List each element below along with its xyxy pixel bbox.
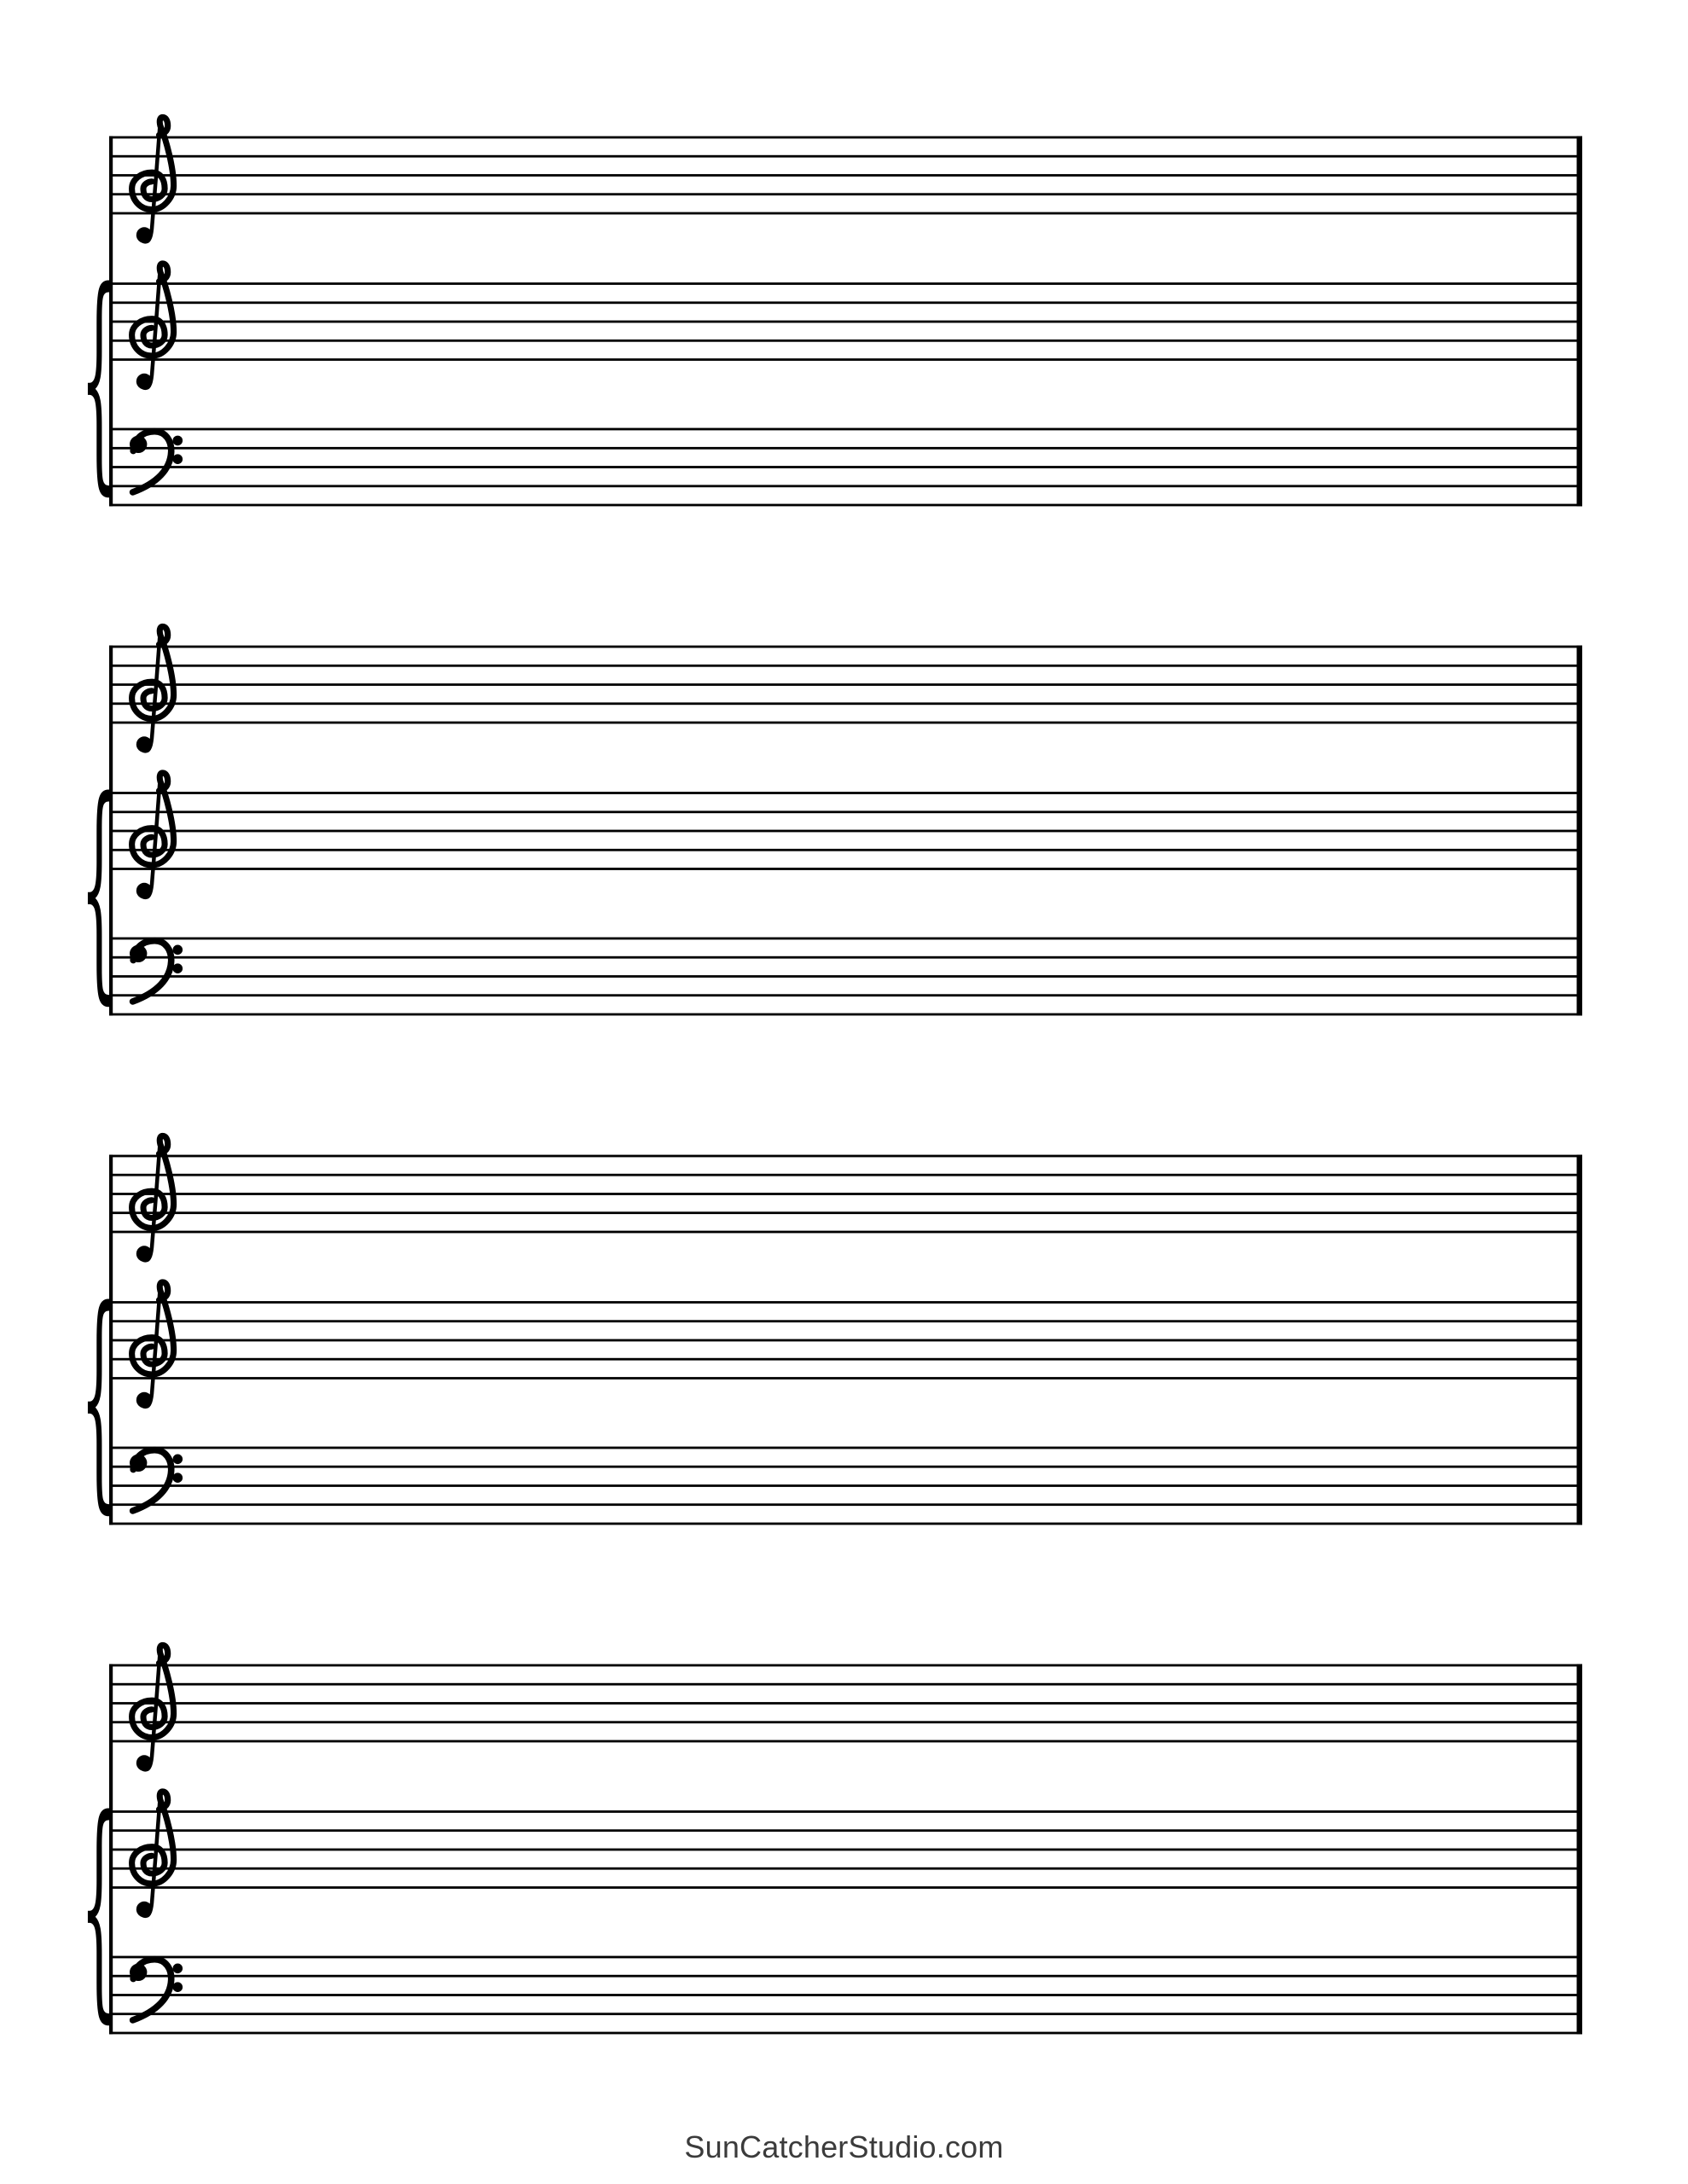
staff-line bbox=[109, 1193, 1582, 1195]
bass-clef-dot bbox=[173, 454, 183, 464]
staff-line bbox=[109, 321, 1582, 323]
staff-line bbox=[109, 722, 1582, 724]
barline-right bbox=[1577, 646, 1583, 1016]
staff-line bbox=[109, 1447, 1582, 1449]
treble-clef-icon bbox=[132, 626, 174, 752]
staff-line bbox=[109, 1301, 1582, 1304]
barline-right bbox=[1577, 1664, 1583, 2035]
staff-line bbox=[109, 340, 1582, 342]
staff-line bbox=[109, 466, 1582, 468]
treble-clef-icon bbox=[132, 1282, 174, 1408]
staff-line bbox=[109, 485, 1582, 487]
barline-right bbox=[1577, 1155, 1583, 1525]
staff-treble bbox=[109, 117, 1582, 243]
treble-clef-icon bbox=[132, 773, 174, 898]
staff-line bbox=[109, 849, 1582, 851]
treble-clef-icon bbox=[132, 1645, 174, 1771]
staff-line bbox=[109, 1014, 1582, 1016]
staff-line bbox=[109, 282, 1582, 285]
staff-treble bbox=[109, 626, 1582, 752]
staff-line bbox=[109, 1956, 1582, 1959]
staff-line bbox=[109, 1320, 1582, 1322]
barline-right bbox=[1577, 136, 1583, 507]
staff-treble bbox=[109, 1645, 1582, 1771]
staff-line bbox=[109, 1810, 1582, 1813]
staff-line bbox=[109, 1339, 1582, 1342]
staff-line bbox=[109, 683, 1582, 686]
staff-line bbox=[109, 702, 1582, 705]
staff-line bbox=[109, 1231, 1582, 1234]
system-3 bbox=[80, 1136, 1582, 1534]
staff-bass bbox=[109, 1956, 1582, 2035]
staff-line bbox=[109, 665, 1582, 667]
staff-line bbox=[109, 792, 1582, 794]
staff-line bbox=[109, 2032, 1582, 2035]
staff-line bbox=[109, 646, 1582, 648]
grand-staff-brace bbox=[80, 751, 117, 1025]
staff-line bbox=[109, 1484, 1582, 1487]
staff-line bbox=[109, 1702, 1582, 1705]
staff-line bbox=[109, 428, 1582, 431]
staff-line bbox=[109, 1849, 1582, 1851]
staff-line bbox=[109, 1155, 1582, 1158]
bass-clef-dot bbox=[173, 945, 183, 956]
staff-line bbox=[109, 994, 1582, 996]
system-1 bbox=[80, 117, 1582, 515]
staff-line bbox=[109, 2013, 1582, 2015]
staff-line bbox=[109, 174, 1582, 177]
staff-line bbox=[109, 1975, 1582, 1978]
staff-line bbox=[109, 1886, 1582, 1889]
staff-line bbox=[109, 1994, 1582, 1996]
staff-treble bbox=[109, 1282, 1582, 1408]
staff-line bbox=[109, 975, 1582, 978]
staff-treble bbox=[109, 773, 1582, 898]
staff-line bbox=[109, 155, 1582, 158]
staff-treble bbox=[109, 1136, 1582, 1261]
grand-staff-brace bbox=[80, 1260, 117, 1534]
svg-text:{: { bbox=[80, 750, 118, 1025]
staff-line bbox=[109, 1503, 1582, 1506]
staff-line bbox=[109, 1211, 1582, 1214]
bass-clef-icon bbox=[130, 1960, 183, 2020]
grand-staff-brace bbox=[80, 241, 117, 515]
bass-clef-icon bbox=[130, 1450, 183, 1511]
system-4 bbox=[80, 1645, 1582, 2043]
staff-line bbox=[109, 1867, 1582, 1870]
treble-clef-icon bbox=[132, 264, 174, 390]
svg-text:{: { bbox=[80, 1769, 118, 2044]
bass-clef-dot bbox=[173, 1455, 183, 1465]
staff-bass bbox=[109, 938, 1582, 1016]
treble-clef-icon bbox=[132, 117, 174, 243]
staff-line bbox=[109, 1829, 1582, 1832]
staff-line bbox=[109, 1174, 1582, 1176]
grand-staff-brace bbox=[80, 1769, 117, 2043]
footer-credit: SunCatcherStudio.com bbox=[684, 2129, 1004, 2164]
bass-clef-icon bbox=[130, 432, 183, 492]
staff-line bbox=[109, 868, 1582, 870]
staff-line bbox=[109, 810, 1582, 813]
staff-treble bbox=[109, 1792, 1582, 1918]
svg-text:{: { bbox=[80, 241, 118, 516]
system-2 bbox=[80, 626, 1582, 1025]
staff-line bbox=[109, 358, 1582, 361]
staff-line bbox=[109, 212, 1582, 215]
staff-line bbox=[109, 504, 1582, 507]
staff-line bbox=[109, 1664, 1582, 1667]
staff-line bbox=[109, 1377, 1582, 1380]
staff-line bbox=[109, 1466, 1582, 1468]
staff-line bbox=[109, 1683, 1582, 1686]
staff-line bbox=[109, 938, 1582, 940]
staff-bass bbox=[109, 428, 1582, 507]
staff-line bbox=[109, 1740, 1582, 1743]
staff-line bbox=[109, 956, 1582, 959]
staff-line bbox=[109, 301, 1582, 304]
staff-line bbox=[109, 447, 1582, 450]
svg-text:{: { bbox=[80, 1259, 118, 1535]
bass-clef-dot bbox=[173, 1472, 183, 1483]
staff-treble bbox=[109, 264, 1582, 390]
staff-line bbox=[109, 136, 1582, 139]
staff-line bbox=[109, 1358, 1582, 1361]
staff-line bbox=[109, 830, 1582, 833]
treble-clef-icon bbox=[132, 1792, 174, 1918]
staff-bass bbox=[109, 1447, 1582, 1525]
bass-clef-dot bbox=[173, 963, 183, 973]
bass-clef-dot bbox=[173, 436, 183, 446]
staff-line bbox=[109, 1721, 1582, 1723]
treble-clef-icon bbox=[132, 1136, 174, 1261]
staff-line bbox=[109, 193, 1582, 195]
bass-clef-dot bbox=[173, 1982, 183, 1992]
bass-clef-icon bbox=[130, 941, 183, 1002]
bass-clef-dot bbox=[173, 1964, 183, 1974]
staff-line bbox=[109, 1523, 1582, 1525]
